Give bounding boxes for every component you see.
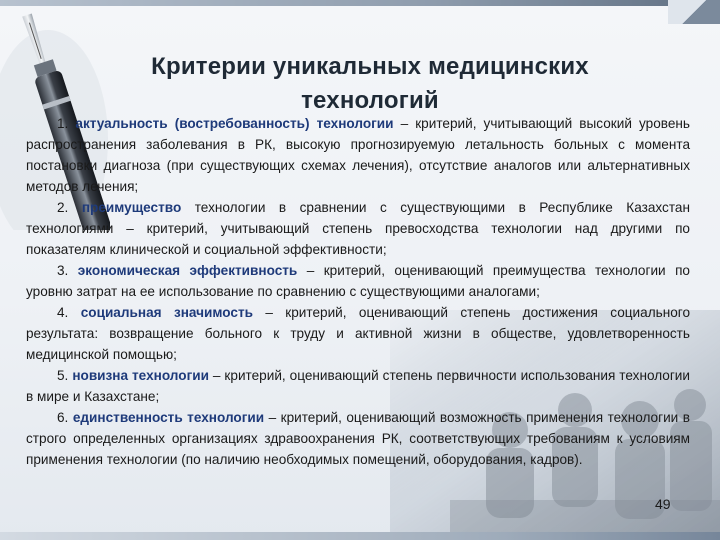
- criterion-description: – критерий, учитывающий высокий уровень распространения заболевания в РК, высокую прогнозируемую летальность больных с момента постановки диагноза (при существующих схемах лечения), отсутствие аналогов или альтернативных методов лечения;: [26, 116, 690, 194]
- criterion-item: [26, 407, 690, 470]
- criterion-item: [26, 365, 690, 407]
- criterion-term: преимущество: [81, 200, 182, 215]
- criteria-list: [26, 113, 690, 470]
- corner-fold-decor: [668, 0, 720, 24]
- criterion-item: [26, 302, 690, 365]
- criterion-term: новизна технологии: [72, 368, 209, 383]
- criterion-term: экономическая эффективность: [77, 263, 298, 278]
- criterion-number: 1.: [57, 116, 69, 131]
- title-line-1: Критерии уникальных медицинских: [151, 53, 589, 81]
- criterion-item: [26, 197, 690, 260]
- bottom-decor-bar: [0, 532, 720, 540]
- criterion-number: 2.: [57, 200, 69, 215]
- criterion-number: 5.: [57, 368, 69, 383]
- criterion-description: – критерий, оценивающий степень достижения социального результата: возвращение больного к труду и активной жизни в обществе, удовлетворенность медицинской помощью;: [26, 305, 691, 362]
- criterion-number: 6.: [57, 410, 69, 425]
- page-number: 49: [655, 496, 671, 512]
- title-line-2: технологий: [301, 87, 439, 115]
- criterion-number: 4.: [57, 305, 69, 320]
- criterion-term: социальная значимость: [80, 305, 253, 320]
- criterion-number: 3.: [57, 263, 69, 278]
- page-title: [80, 50, 660, 118]
- criterion-term: единственность технологии: [72, 410, 265, 425]
- criterion-description: – критерий, оценивающий преимущества технологии по уровню затрат на ее использование по сравнению с существующими аналогами;: [26, 263, 690, 299]
- criterion-description: технологии в сравнении с существующими в Республике Казахстан технологиями – критерий, учитывающий степень превосходства технологии над другими по показателям клинической и социальной эффективности;: [26, 200, 690, 257]
- criterion-description: – критерий, оценивающий возможность применения технологии в строго определенных организациях здравоохранения РК, соответствующих требованиям к условиям применения технологии (по наличию необходимых помещений, оборудования, кадров).: [26, 410, 690, 467]
- criterion-item: [26, 113, 690, 197]
- criterion-term: актуальность (востребованность) технологии: [75, 116, 394, 131]
- criterion-item: [26, 260, 690, 302]
- criterion-description: – критерий, оценивающий степень первичности использования технологии в мире и Казахстане;: [26, 368, 690, 404]
